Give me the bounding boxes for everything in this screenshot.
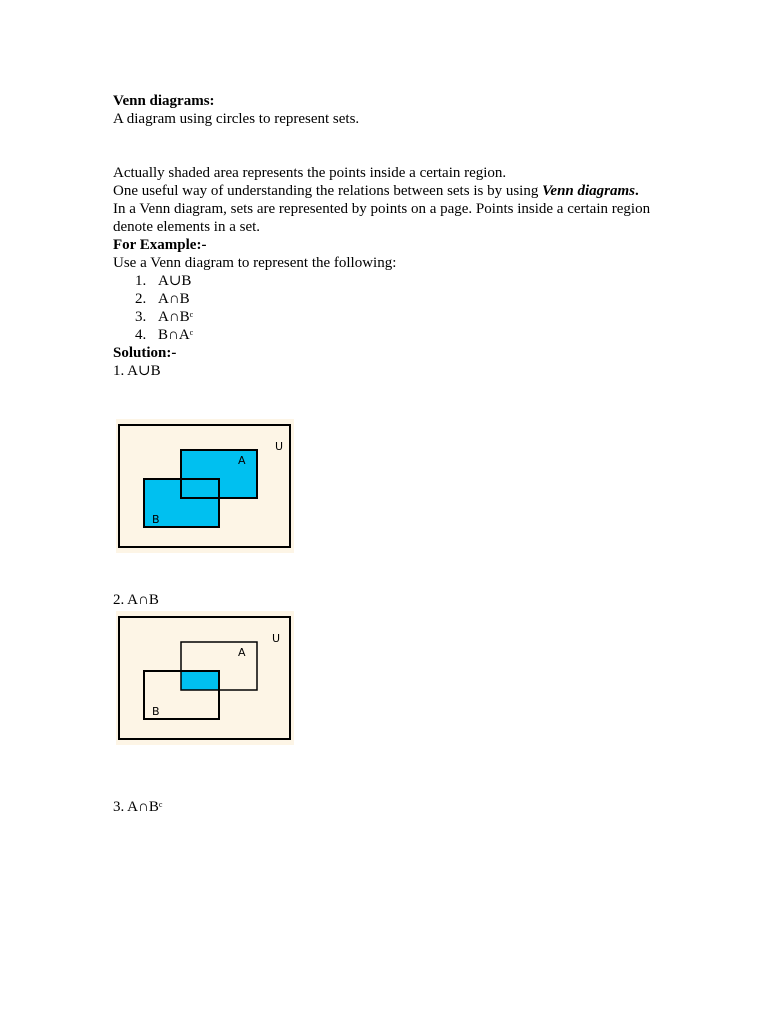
definition-text: A diagram using circles to represent sets. xyxy=(113,111,360,127)
list-item-expression: B∩A xyxy=(158,327,190,343)
list-item xyxy=(113,326,673,344)
venn-intersection-svg xyxy=(116,611,294,745)
universe-label: U xyxy=(275,440,284,453)
venn-diagram-union xyxy=(116,419,294,553)
example-heading: For Example:- xyxy=(113,237,207,253)
example-prompt: Use a Venn diagram to represent the following: xyxy=(113,255,397,271)
venn-diagram-intersection xyxy=(116,611,294,745)
universe-label: U xyxy=(272,632,281,645)
complement-superscript: c xyxy=(158,800,163,809)
list-item xyxy=(113,272,673,290)
section-title: Venn diagrams: xyxy=(113,93,215,109)
set-a-label: A xyxy=(238,454,246,467)
solution-caption-3 xyxy=(113,798,162,816)
list-item-number: 4. xyxy=(135,327,147,343)
venn-emphasis: Venn diagrams xyxy=(542,183,636,199)
solution-caption-1: 1. A∪B xyxy=(113,363,161,379)
complement-superscript: c xyxy=(189,310,194,319)
solution-heading: Solution:- xyxy=(113,345,177,361)
paragraph-line-3: In a Venn diagram, sets are represented by points on a page. Points inside a certain region xyxy=(113,201,651,217)
example-list xyxy=(113,272,673,344)
spacer xyxy=(113,128,673,164)
set-b-label: B xyxy=(152,705,160,718)
solution-caption-2: 2. A∩B xyxy=(113,592,159,608)
set-b-label: B xyxy=(152,513,160,526)
venn-union-svg xyxy=(116,419,294,553)
list-item-number: 1. xyxy=(135,273,147,289)
set-a-label: A xyxy=(238,646,246,659)
list-item xyxy=(113,308,673,326)
paragraph-line-2-prefix: One useful way of understanding the relations between sets is by using xyxy=(113,183,543,199)
list-item-number: 3. xyxy=(135,309,147,325)
intersection-region xyxy=(181,671,219,690)
paragraph-line-4: denote elements in a set. xyxy=(113,219,261,235)
list-item-number: 2. xyxy=(135,291,147,307)
list-item-expression: A∩B xyxy=(158,309,190,325)
complement-superscript: c xyxy=(189,328,194,337)
paragraph-line-2-suffix: . xyxy=(635,183,639,199)
list-item-expression: A∩B xyxy=(158,291,190,307)
list-item-expression: A∪B xyxy=(158,273,192,289)
list-item xyxy=(113,290,673,308)
solution-caption-3-expression: 3. A∩B xyxy=(113,799,159,815)
paragraph-line-2 xyxy=(113,182,673,200)
document-body xyxy=(113,92,673,380)
paragraph-line-1: Actually shaded area represents the points inside a certain region. xyxy=(113,165,507,181)
